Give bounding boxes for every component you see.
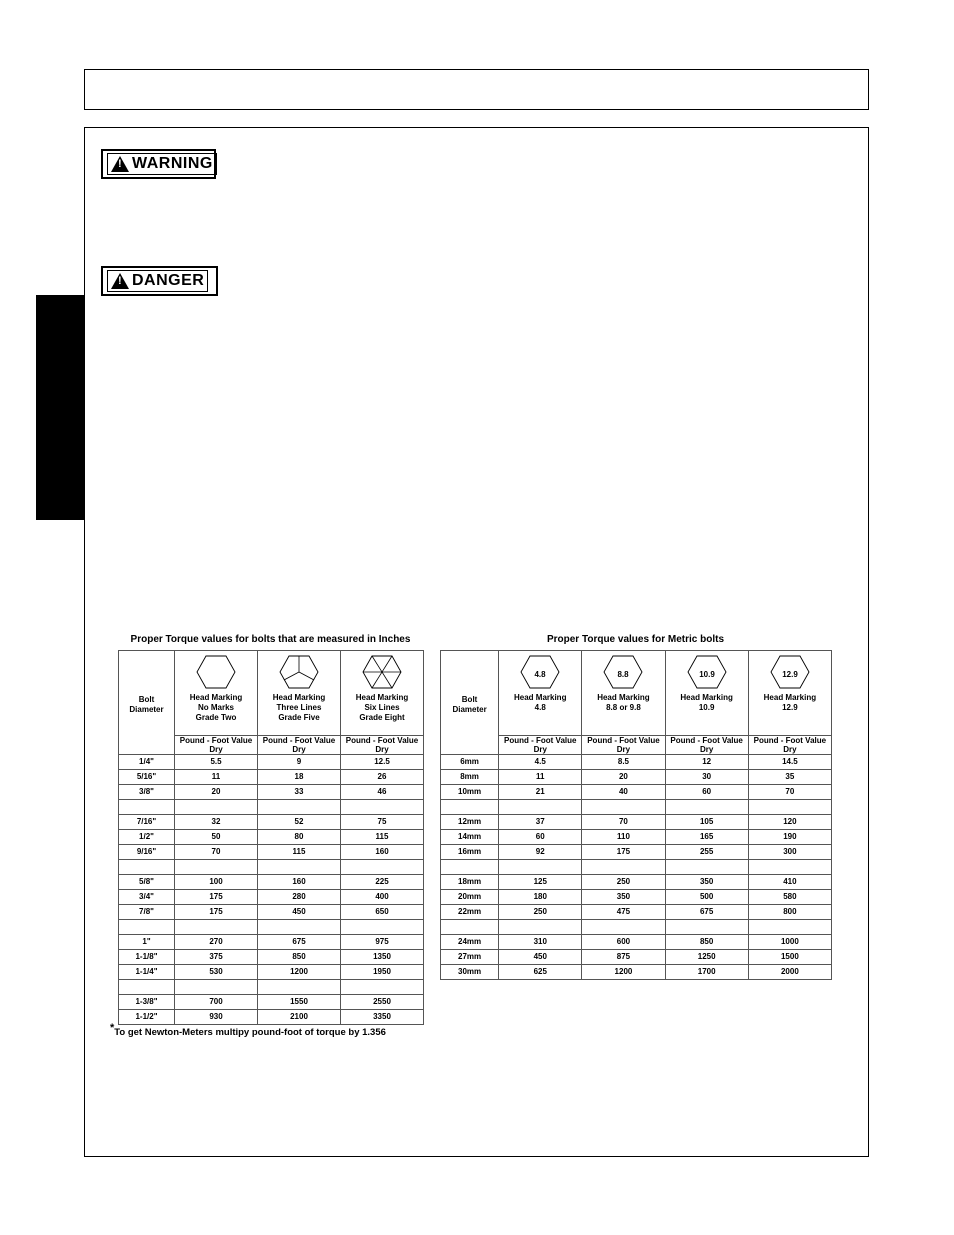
table-row [441,965,832,980]
torque-value-cell: 180 [499,890,582,905]
torque-value-cell: 9 [258,755,341,770]
bolt-size-cell [441,800,499,815]
torque-value-cell [258,920,341,935]
grade-header [499,651,582,736]
torque-value-cell: 700 [175,995,258,1010]
bolt-size-cell: 10mm [441,785,499,800]
table-row [441,950,832,965]
bolt-size-cell [119,920,175,935]
danger-label [101,266,218,296]
table-row [441,890,832,905]
torque-value-cell: 270 [175,935,258,950]
bolt-size-cell: 24mm [441,935,499,950]
hex-six-lines-icon [341,655,423,689]
grade-header [341,651,424,736]
torque-value-cell: 675 [665,905,748,920]
bolt-size-cell [119,980,175,995]
table-row [119,935,424,950]
footnote-star: * [110,1022,115,1034]
table-row [441,875,832,890]
torque-value-cell: 930 [175,1010,258,1025]
torque-value-cell: 175 [582,845,665,860]
head-marking-label: Head Marking 8.8 or 9.8 [597,693,650,712]
torque-value-cell [175,860,258,875]
bolt-size-cell [119,800,175,815]
table-row [119,785,424,800]
torque-value-cell: 75 [341,815,424,830]
torque-value-cell: 165 [665,830,748,845]
bolt-size-cell: 1/4" [119,755,175,770]
torque-value-cell: 2550 [341,995,424,1010]
table-row [441,905,832,920]
torque-value-cell [341,920,424,935]
bolt-size-cell: 22mm [441,905,499,920]
torque-value-cell: 175 [175,890,258,905]
torque-value-cell: 92 [499,845,582,860]
table-row [441,815,832,830]
torque-value-cell: 1950 [341,965,424,980]
table-row [441,845,832,860]
bolt-size-cell: 3/4" [119,890,175,905]
torque-value-cell: 14.5 [748,755,831,770]
torque-value-cell: 280 [258,890,341,905]
metric-table-title: Proper Torque values for Metric bolts [546,634,725,645]
bolt-size-cell: 16mm [441,845,499,860]
bolt-size-cell: 1/2" [119,830,175,845]
torque-value-cell: 2000 [748,965,831,980]
torque-value-cell: 350 [665,875,748,890]
torque-value-cell [499,860,582,875]
torque-value-cell: 255 [665,845,748,860]
warning-triangle-icon: ! [111,156,129,172]
torque-value-cell [258,980,341,995]
torque-value-cell: 1350 [341,950,424,965]
bolt-size-cell: 1-1/2" [119,1010,175,1025]
torque-value-cell: 225 [341,875,424,890]
torque-value-cell: 40 [582,785,665,800]
unit-label: Pound - Foot Value Dry [341,736,424,755]
bolt-size-cell: 5/16" [119,770,175,785]
table-row [119,875,424,890]
table-row [441,800,832,815]
torque-value-cell: 1200 [258,965,341,980]
torque-value-cell [175,920,258,935]
inch-torque-table [118,650,424,1025]
torque-value-cell: 60 [665,785,748,800]
bolt-diameter-header: Bolt Diameter [441,651,499,755]
torque-value-cell: 18 [258,770,341,785]
torque-value-cell: 32 [175,815,258,830]
torque-value-cell [748,860,831,875]
header-box [84,69,869,110]
danger-triangle-icon: ! [111,273,129,289]
torque-value-cell: 580 [748,890,831,905]
inch-table-title: Proper Torque values for bolts that are measured in Inches [130,634,411,645]
bolt-size-cell: 6mm [441,755,499,770]
torque-value-cell [341,860,424,875]
torque-value-cell: 100 [175,875,258,890]
torque-value-cell: 50 [175,830,258,845]
bolt-size-cell: 1-3/8" [119,995,175,1010]
torque-value-cell: 850 [258,950,341,965]
warning-text: WARNING [132,155,213,172]
table-row [119,845,424,860]
hex-grade-label: 10.9 [698,670,715,679]
head-marking-label: Head Marking No Marks Grade Two [189,693,243,722]
torque-value-cell: 850 [665,935,748,950]
unit-label: Pound - Foot Value Dry [665,736,748,755]
table-row [441,860,832,875]
torque-value-cell [665,860,748,875]
grade-header [748,651,831,736]
torque-value-cell: 115 [341,830,424,845]
hex-grade-label: 12.9 [782,670,798,679]
torque-value-cell: 500 [665,890,748,905]
table-row [119,830,424,845]
head-marking-label: Head Marking 10.9 [680,693,733,712]
torque-value-cell: 250 [499,905,582,920]
table-row [119,815,424,830]
bolt-size-cell: 3/8" [119,785,175,800]
table-header-row [119,651,424,736]
head-marking-label: Head Marking Three Lines Grade Five [272,693,326,722]
bolt-size-cell: 1-1/8" [119,950,175,965]
hex-12-9-icon [749,655,831,689]
torque-value-cell: 33 [258,785,341,800]
torque-value-cell: 625 [499,965,582,980]
torque-value-cell: 4.5 [499,755,582,770]
torque-value-cell: 350 [582,890,665,905]
hex-4-8-icon [499,655,581,689]
table-row [119,920,424,935]
torque-value-cell: 20 [175,785,258,800]
torque-value-cell [748,920,831,935]
grade-header [258,651,341,736]
torque-value-cell: 60 [499,830,582,845]
bolt-size-cell: 7/16" [119,815,175,830]
grade-header [665,651,748,736]
table-row [441,830,832,845]
bolt-size-cell: 30mm [441,965,499,980]
torque-value-cell: 46 [341,785,424,800]
torque-value-cell: 70 [582,815,665,830]
table-row [119,770,424,785]
torque-value-cell [665,920,748,935]
torque-value-cell [341,980,424,995]
torque-value-cell: 70 [748,785,831,800]
table-row [119,800,424,815]
torque-value-cell: 26 [341,770,424,785]
torque-value-cell: 11 [499,770,582,785]
unit-label: Pound - Foot Value Dry [175,736,258,755]
footnote-text: To get Newton-Meters multipy pound-foot of torque by 1.356 [114,1027,386,1039]
bolt-size-cell [119,860,175,875]
bolt-size-cell: 5/8" [119,875,175,890]
bolt-size-cell: 27mm [441,950,499,965]
torque-value-cell: 300 [748,845,831,860]
bolt-size-cell: 1-1/4" [119,965,175,980]
torque-value-cell: 115 [258,845,341,860]
bolt-size-cell: 7/8" [119,905,175,920]
grade-header [175,651,258,736]
head-marking-label: Head Marking 12.9 [763,693,817,712]
unit-label: Pound - Foot Value Dry [499,736,582,755]
hex-three-lines-icon [258,655,340,689]
table-header-row [441,651,832,736]
table-row [119,905,424,920]
section-tab [36,295,84,520]
bolt-size-cell: 1" [119,935,175,950]
torque-value-cell: 400 [341,890,424,905]
bolt-diameter-header: Bolt Diameter [119,651,175,755]
footnote [110,1022,386,1038]
table-row [119,890,424,905]
metric-torque-table [440,650,832,980]
hex-grade-label: 4.8 [534,670,546,679]
torque-value-cell [258,800,341,815]
table-row [119,965,424,980]
unit-label: Pound - Foot Value Dry [258,736,341,755]
torque-value-cell: 375 [175,950,258,965]
torque-value-cell [582,920,665,935]
torque-value-cell: 1550 [258,995,341,1010]
hex-8-8-icon [582,655,664,689]
torque-value-cell: 1500 [748,950,831,965]
table-row [441,920,832,935]
table-row [119,860,424,875]
torque-value-cell: 21 [499,785,582,800]
torque-value-cell [499,800,582,815]
unit-label: Pound - Foot Value Dry [748,736,831,755]
table-unit-row [441,736,832,755]
table-row [441,770,832,785]
torque-value-cell: 80 [258,830,341,845]
unit-label: Pound - Foot Value Dry [582,736,665,755]
torque-value-cell: 1250 [665,950,748,965]
grade-header [582,651,665,736]
torque-value-cell: 1200 [582,965,665,980]
torque-value-cell: 30 [665,770,748,785]
torque-value-cell [175,980,258,995]
bolt-size-cell: 14mm [441,830,499,845]
table-row [441,935,832,950]
bolt-size-cell: 9/16" [119,845,175,860]
head-marking-label: Head Marking Six Lines Grade Eight [355,693,409,722]
head-marking-label: Head Marking 4.8 [514,693,567,712]
torque-value-cell: 5.5 [175,755,258,770]
torque-value-cell: 105 [665,815,748,830]
torque-value-cell: 450 [499,950,582,965]
hex-grade-label: 8.8 [617,670,629,679]
table-row [119,950,424,965]
torque-value-cell: 175 [175,905,258,920]
torque-value-cell [582,860,665,875]
torque-value-cell: 800 [748,905,831,920]
torque-value-cell [258,860,341,875]
table-row [119,755,424,770]
torque-value-cell: 310 [499,935,582,950]
torque-value-cell: 70 [175,845,258,860]
torque-value-cell: 475 [582,905,665,920]
torque-value-cell [582,800,665,815]
bolt-size-cell: 18mm [441,875,499,890]
torque-value-cell: 8.5 [582,755,665,770]
torque-value-cell: 1700 [665,965,748,980]
torque-value-cell: 450 [258,905,341,920]
torque-value-cell: 190 [748,830,831,845]
torque-value-cell: 160 [258,875,341,890]
bolt-size-cell [441,920,499,935]
table-row [441,755,832,770]
torque-value-cell: 12 [665,755,748,770]
bolt-size-cell [441,860,499,875]
torque-value-cell: 975 [341,935,424,950]
table-row [119,980,424,995]
torque-value-cell: 2100 [258,1010,341,1025]
bolt-size-cell: 8mm [441,770,499,785]
torque-value-cell: 125 [499,875,582,890]
torque-value-cell [175,800,258,815]
torque-value-cell: 35 [748,770,831,785]
warning-label [101,149,216,179]
torque-value-cell: 20 [582,770,665,785]
torque-value-cell: 1000 [748,935,831,950]
torque-value-cell: 110 [582,830,665,845]
table-row [119,995,424,1010]
torque-value-cell: 12.5 [341,755,424,770]
torque-value-cell: 875 [582,950,665,965]
torque-value-cell: 160 [341,845,424,860]
torque-value-cell: 120 [748,815,831,830]
torque-value-cell: 410 [748,875,831,890]
torque-value-cell: 530 [175,965,258,980]
torque-value-cell [748,800,831,815]
torque-value-cell: 650 [341,905,424,920]
torque-value-cell: 37 [499,815,582,830]
torque-value-cell: 11 [175,770,258,785]
torque-value-cell: 675 [258,935,341,950]
torque-value-cell: 3350 [341,1010,424,1025]
hex-10-9-icon [666,655,748,689]
danger-text: DANGER [132,272,205,289]
torque-value-cell [499,920,582,935]
torque-value-cell: 52 [258,815,341,830]
torque-value-cell [341,800,424,815]
table-row [441,785,832,800]
bolt-size-cell: 12mm [441,815,499,830]
hex-plain-icon [175,655,257,689]
torque-value-cell: 600 [582,935,665,950]
bolt-size-cell: 20mm [441,890,499,905]
torque-value-cell: 250 [582,875,665,890]
torque-value-cell [665,800,748,815]
